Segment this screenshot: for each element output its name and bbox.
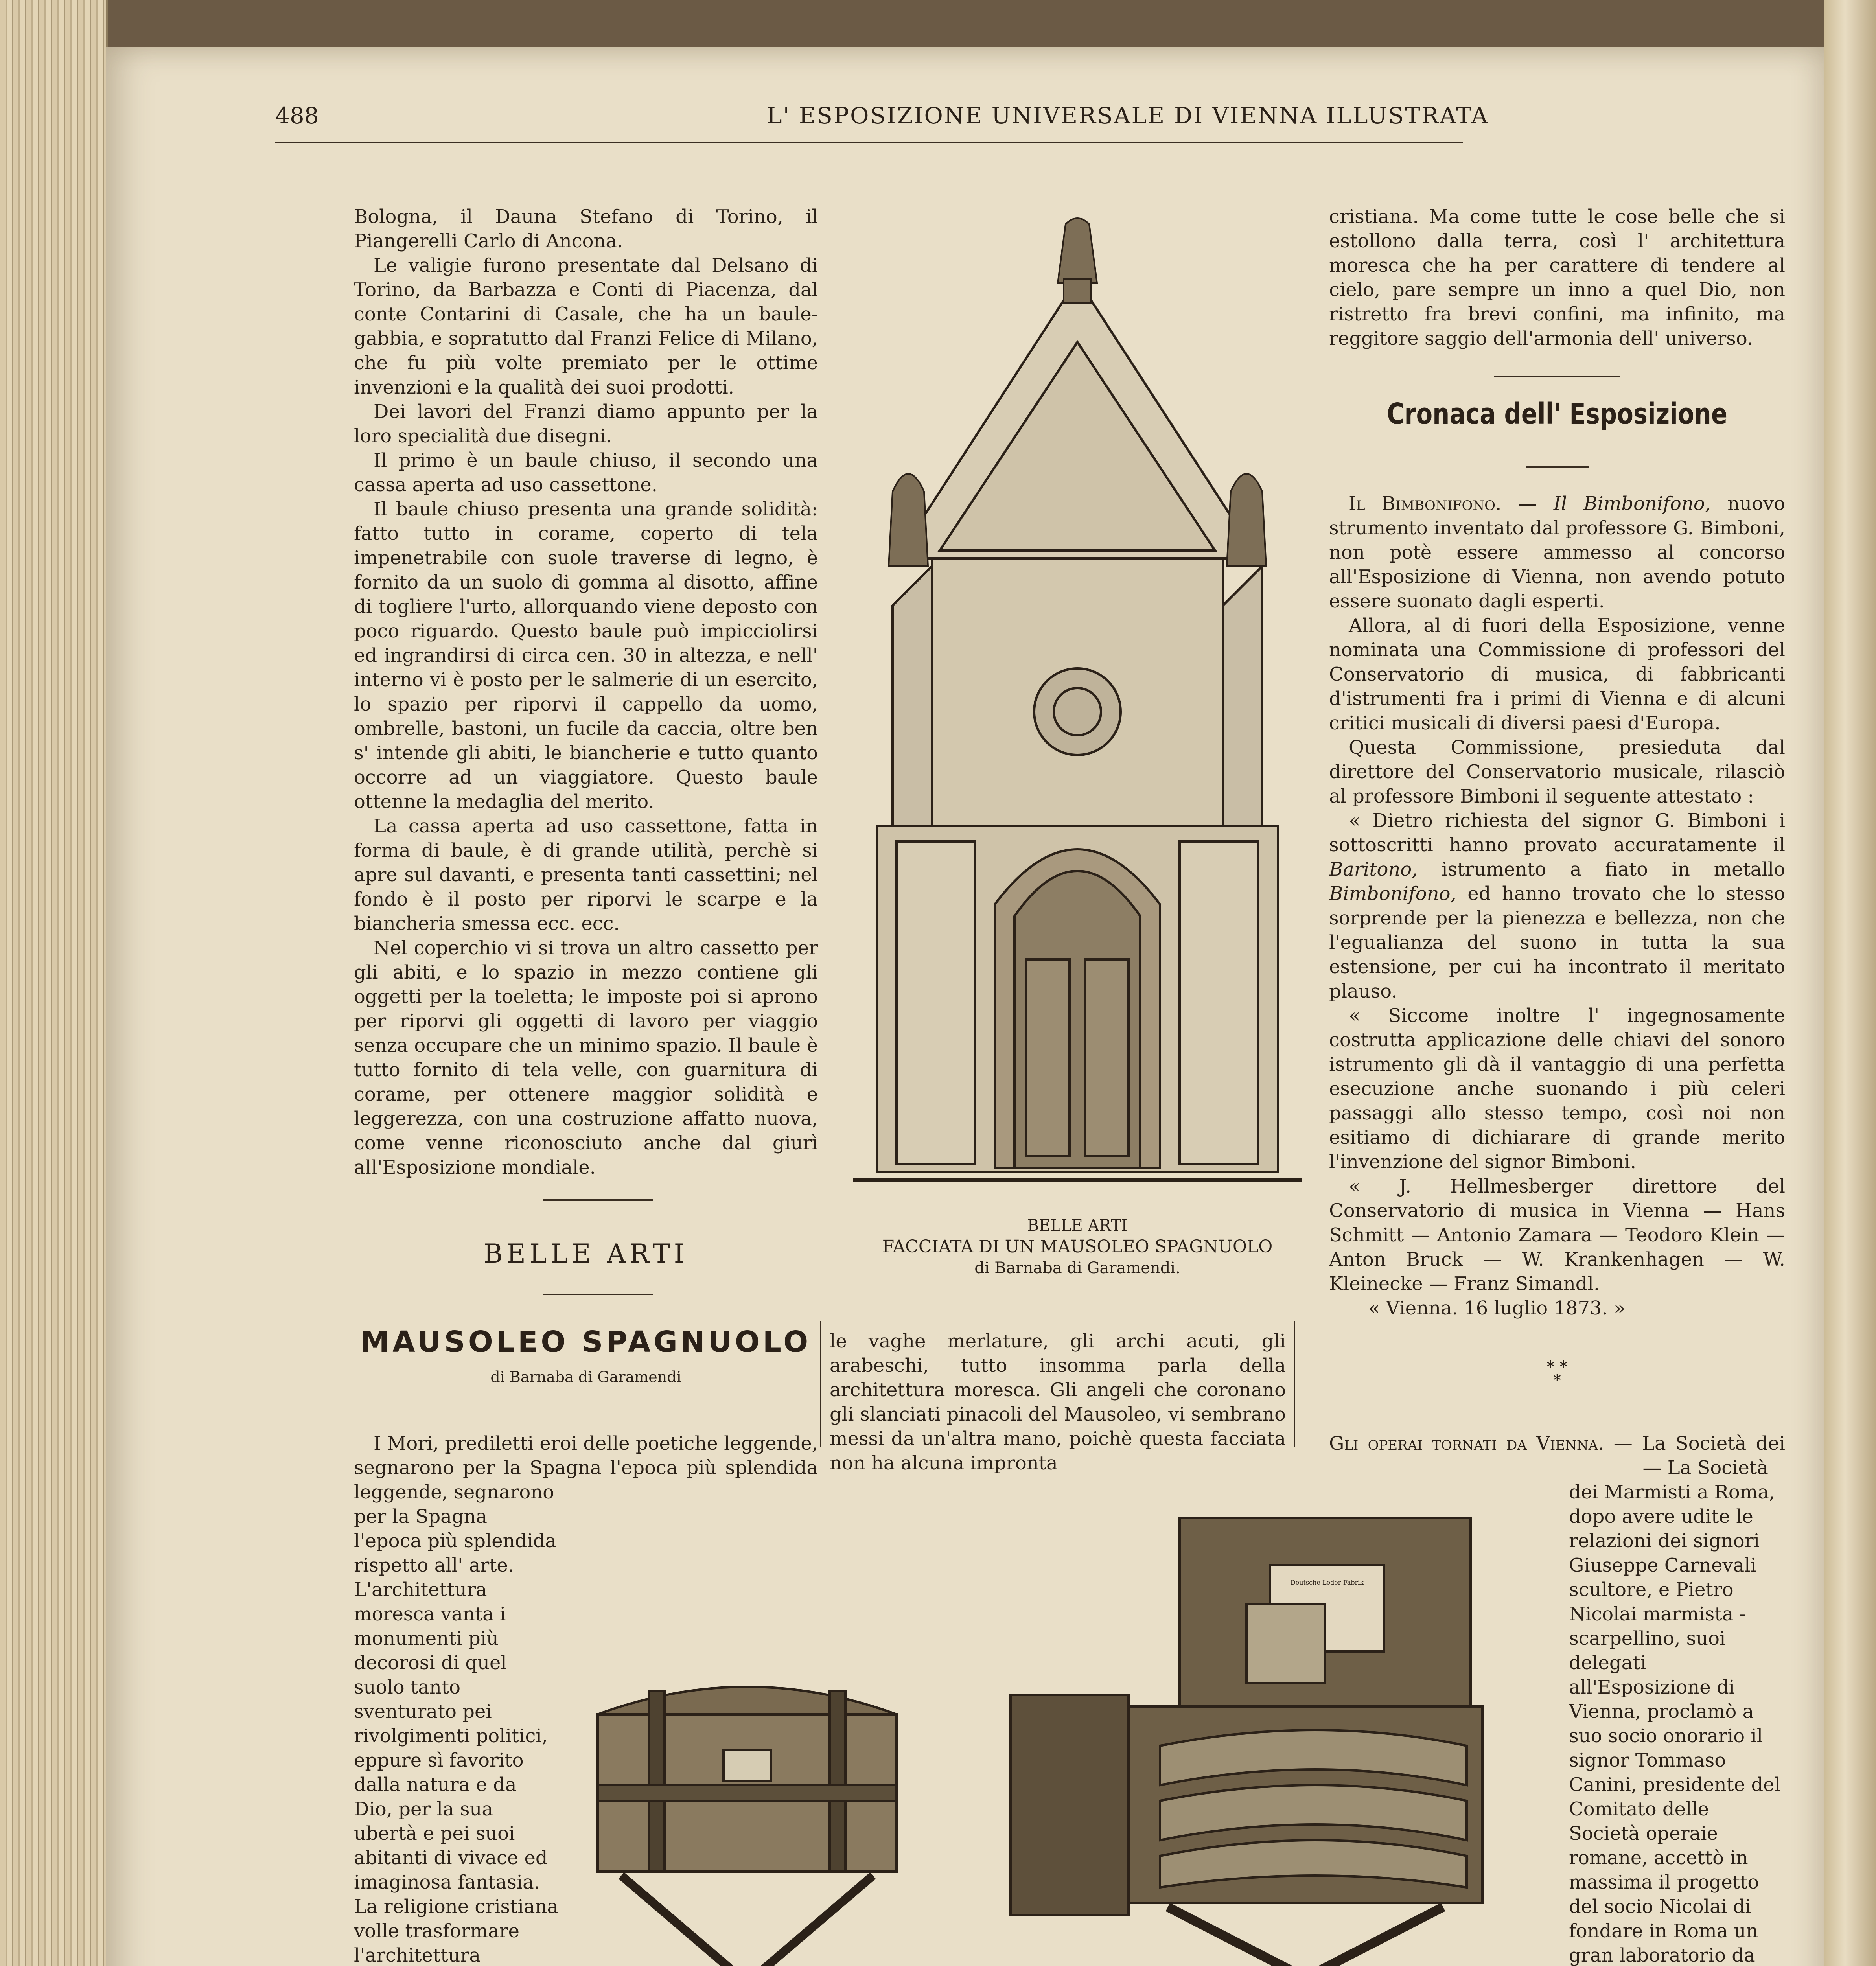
mausoleum-illustration [838, 212, 1317, 1203]
quote-ital: Baritono, [1329, 858, 1418, 880]
section-label: BELLE ARTI [484, 1239, 688, 1269]
caption-line: di Barnaba di Garamendi. [974, 1259, 1180, 1277]
paragraph: Il primo è un baule chiuso, il secondo una cassa aperta ad uso cassettone. [354, 449, 818, 496]
mausoleum-caption [838, 1215, 1317, 1279]
separator-rule [543, 1199, 653, 1201]
quote-date: « Vienna. 16 luglio 1873. » [1368, 1297, 1626, 1319]
quote: « Dietro richiesta del signor G. Bimboni i sottoscritti hanno provato accuratamente il [1329, 810, 1785, 856]
article-label: Gli operai tornati da Vienna. [1329, 1432, 1604, 1454]
separator-rule [1494, 376, 1620, 377]
separator-rule [543, 1294, 653, 1295]
closed-trunk-illustration [590, 1667, 904, 1966]
running-title: L' ESPOSIZIONE UNIVERSALE DI VIENNA ILLUSTRATA [767, 102, 1489, 129]
paragraph: Dei lavori del Franzi diamo appunto per la loro specialità due disegni. [354, 401, 818, 447]
quote-ital: Bimbonifono, [1329, 883, 1456, 905]
column-cronaca [1329, 204, 1785, 351]
paragraph: I Mori, prediletti eroi delle poetiche leggende, segnarono per la Spagna l'epoca più splendida [354, 1432, 818, 1479]
paragraph: Allora, al di fuori della Esposizione, venne nominata una Commissione di professori del Conservatorio di musica, di fabbricanti d'istrumenti fra i primi di Vienna e di alcuni critici musicali di diversi paesi d'Europa. [1329, 615, 1785, 734]
mausoleum-text-narrow [354, 1480, 558, 1966]
paragraph: Questa Commissione, presieduta dal direttore del Conservatorio musicale, rilasciò al professore Bimboni il seguente attestato : [1329, 736, 1785, 807]
operai-text-top [1329, 1431, 1785, 1456]
quote: ed hanno trovato che lo stesso sorprende per la pienezza e bellezza, non che l'egualianza del suono in tutta la sua estensione, per cui ha incontrato il meritato plauso. [1329, 883, 1785, 1002]
quote: istrumento a fiato in metallo [1418, 858, 1785, 880]
paragraph: Il baule chiuso presenta una grande solidità: fatto tutto in corame, coperto di tela impenetrabile con suole traverse di legno, è fornito da un suolo di gomma al disotto, affine di togliere l'urto, allorquando viene deposto con poco riguardo. Questo baule può impicciolirsi ed ingrandirsi di circa cen. 30 in altezza, e nell' interno vi è posto per le salmerie di un esercito, lo spazio per riporvi il cappello da uomo, ombrelle, bastoni, un fucile da caccia, oltre ben s' intende gli abiti, le biancherie e tutto quanto occorre ad un viaggiatore. Questo baule ottenne la medaglia del merito. [354, 498, 818, 813]
mausoleum-text-continued [830, 1329, 1286, 1475]
asterism: * * * [1546, 1358, 1568, 1390]
article-title: MAUSOLEO SPAGNUOLO [360, 1325, 812, 1359]
paragraph: Bologna, il Dauna Stefano di Torino, il Piangerelli Carlo di Ancona. [354, 206, 818, 252]
next-page-edge [1824, 0, 1876, 1966]
dash: — [1501, 493, 1554, 515]
instrument-name: Il Bimbonifono, [1553, 493, 1711, 515]
paragraph: cristiana. Ma come tutte le cose belle che si estollono dalla terra, così l' architettura moresca che ha per carattere di tendere al cielo, pare sempre un inno a quel Dio, non ristretto fra brevi confini, ma infinito, ma reggitore saggio dell'armonia dell' universo. [1329, 206, 1785, 350]
paragraph: leggende, segnarono per la Spagna l'epoca più splendida rispetto all' arte. L'architettura moresca vanta i monumenti più decorosi di quel suolo tanto sventurato pei rivolgimenti politici, eppure sì favorito dalla natura e da Dio, per la sua ubertà e pei suoi abitanti di vivace ed imaginosa fantasia. La religione cristiana volle trasformare l'architettura [354, 1481, 558, 1966]
separator-rule [1526, 466, 1589, 468]
paragraph: Nel coperchio vi si trova un altro cassetto per gli abiti, e lo spazio in mezzo contiene gli oggetti per la toeletta; le imposte poi si aprono per riporvi gli oggetti di lavoro per viaggio senza occupare che un minimo spazio. Il baule è tutto fornito di tela velle, con guarnitura di corame, per ottenere maggior solidità e leggerezza, con una costruzione affatto nuova, come venne riconosciuto anche dal giurì all'Esposizione mondiale. [354, 937, 818, 1178]
open-trunk-illustration [1003, 1510, 1530, 1966]
operai-text-narrow [1569, 1456, 1785, 1966]
paragraph: La cassa aperta ad uso cassettone, fatta in forma di baule, è di grande utilità, perchè si apre sul davanti, e presenta tanti cassettini; nel fondo è il posto per riporvi le scarpe e la biancheria smessa ecc. ecc. [354, 815, 818, 935]
paragraph: nuovo strumento inventato dal professore G. Bimboni, non potè essere ammesso al concorso all'Esposizione di Vienna, non avendo potuto essere suonato dagli esperti. [1329, 493, 1785, 612]
box-label: Deutsche Leder-Fabrik [1290, 1579, 1364, 1586]
caption-line: BELLE ARTI [1027, 1217, 1128, 1235]
paragraph: — La Società dei Marmisti a Roma, dopo avere udite le relazioni dei signori Giuseppe Carnevali scultore, e Pietro Nicolai marmista - scarpellino, suoi delegati all'Esposizione di Vienna, proclamò a suo socio onorario il signor Tommaso Canini, presidente del Comitato delle Società operaie romane, accettò in massima il progetto del socio Nicolai di fondare in Roma un gran laboratorio da [1569, 1457, 1780, 1966]
book-page-edges [0, 0, 108, 1966]
caption-line: FACCIATA DI UN MAUSOLEO SPAGNUOLO [882, 1237, 1273, 1257]
column-rule [820, 1321, 821, 1447]
cronaca-title: Cronaca dell' Esposizione [1387, 397, 1727, 431]
article-label: Il Bimbonifono. [1349, 493, 1502, 515]
page-number: 488 [275, 102, 319, 129]
paragraph: Le valigie furono presentate dal Delsano di Torino, da Barbazza e Conti di Piacenza, dal conte Contarini di Casale, che ha un baule-gabbia, e sopratutto dal Franzi Felice di Milano, che fu più volte premiato per le ottime invenzioni e la qualità dei suoi prodotti. [354, 254, 818, 398]
column-trunks-text [354, 204, 818, 1180]
bimbonifono-article [1329, 492, 1785, 1320]
header-rule [275, 142, 1463, 143]
column-rule [1294, 1321, 1295, 1447]
article-subtitle: di Barnaba di Garamendi [490, 1368, 681, 1386]
paragraph: le vaghe merlature, gli archi acuti, gli arabeschi, tutto insomma parla della architettura moresca. Gli angeli che coronano gli slanciati pinacoli del Mausoleo, vi sembrano messi da un'altra mano, poichè questa facciata non ha alcuna impronta [830, 1330, 1286, 1474]
paragraph: — La Società dei [1613, 1432, 1785, 1454]
mausoleum-text-top [354, 1431, 818, 1480]
quote: « J. Hellmesberger direttore del Conservatorio di musica in Vienna — Hans Schmitt — Antonio Zamara — Teodoro Klein — Anton Bruck — W. Krankenhagen — W. Kleinecke — Franz Simandl. [1329, 1175, 1785, 1295]
page-header [275, 90, 1489, 149]
quote: « Siccome inoltre l' ingegnosamente costrutta applicazione delle chiavi del sonoro istrumento gli dà il vantaggio di una perfetta esecuzione anche suonando i più celeri passaggi allo stesso tempo, così noi non esitiamo di dichiarare di grande merito l'invenzione del signor Bimboni. [1329, 1005, 1785, 1173]
